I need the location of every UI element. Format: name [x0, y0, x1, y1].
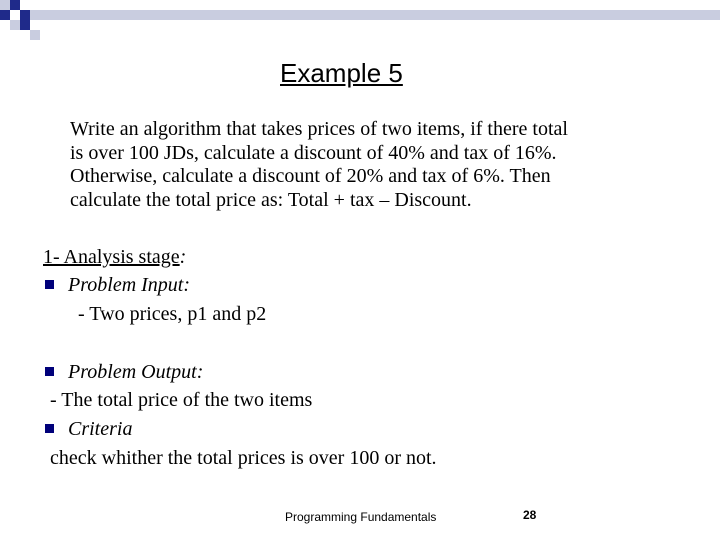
- output-item: [45, 360, 203, 384]
- analysis-colon: :: [179, 246, 187, 268]
- output-label: Problem Output:: [68, 361, 204, 383]
- bullet-icon: [45, 367, 54, 376]
- criteria-label: Criteria: [68, 418, 133, 440]
- analysis-heading: 1- Analysis stage: [43, 246, 180, 268]
- input-label: Problem Input:: [68, 274, 191, 296]
- problem-line: is over 100 JDs, calculate a discount of 40% and tax of 16%.: [70, 141, 557, 164]
- criteria-item: [45, 417, 132, 441]
- header-decoration: [0, 0, 720, 50]
- problem-line: Write an algorithm that takes prices of two items, if there total: [70, 118, 568, 140]
- page-number: 28: [523, 508, 537, 522]
- input-detail: - Two prices, p1 and p2: [78, 303, 267, 325]
- criteria-detail: check whither the total prices is over 100 or not.: [50, 447, 437, 469]
- bullet-icon: [45, 280, 54, 289]
- problem-line: Otherwise, calculate a discount of 20% and tax of 6%. Then: [70, 165, 551, 187]
- slide-title: Example 5: [280, 58, 403, 88]
- problem-line: calculate the total price as: Total + tax – Discount.: [70, 188, 472, 211]
- input-item: [45, 273, 190, 297]
- problem-statement: [70, 118, 710, 212]
- analysis-heading-line: [43, 245, 186, 269]
- bullet-icon: [45, 424, 54, 433]
- footer-course-name: Programming Fundamentals: [285, 510, 437, 524]
- output-detail: - The total price of the two items: [50, 389, 313, 411]
